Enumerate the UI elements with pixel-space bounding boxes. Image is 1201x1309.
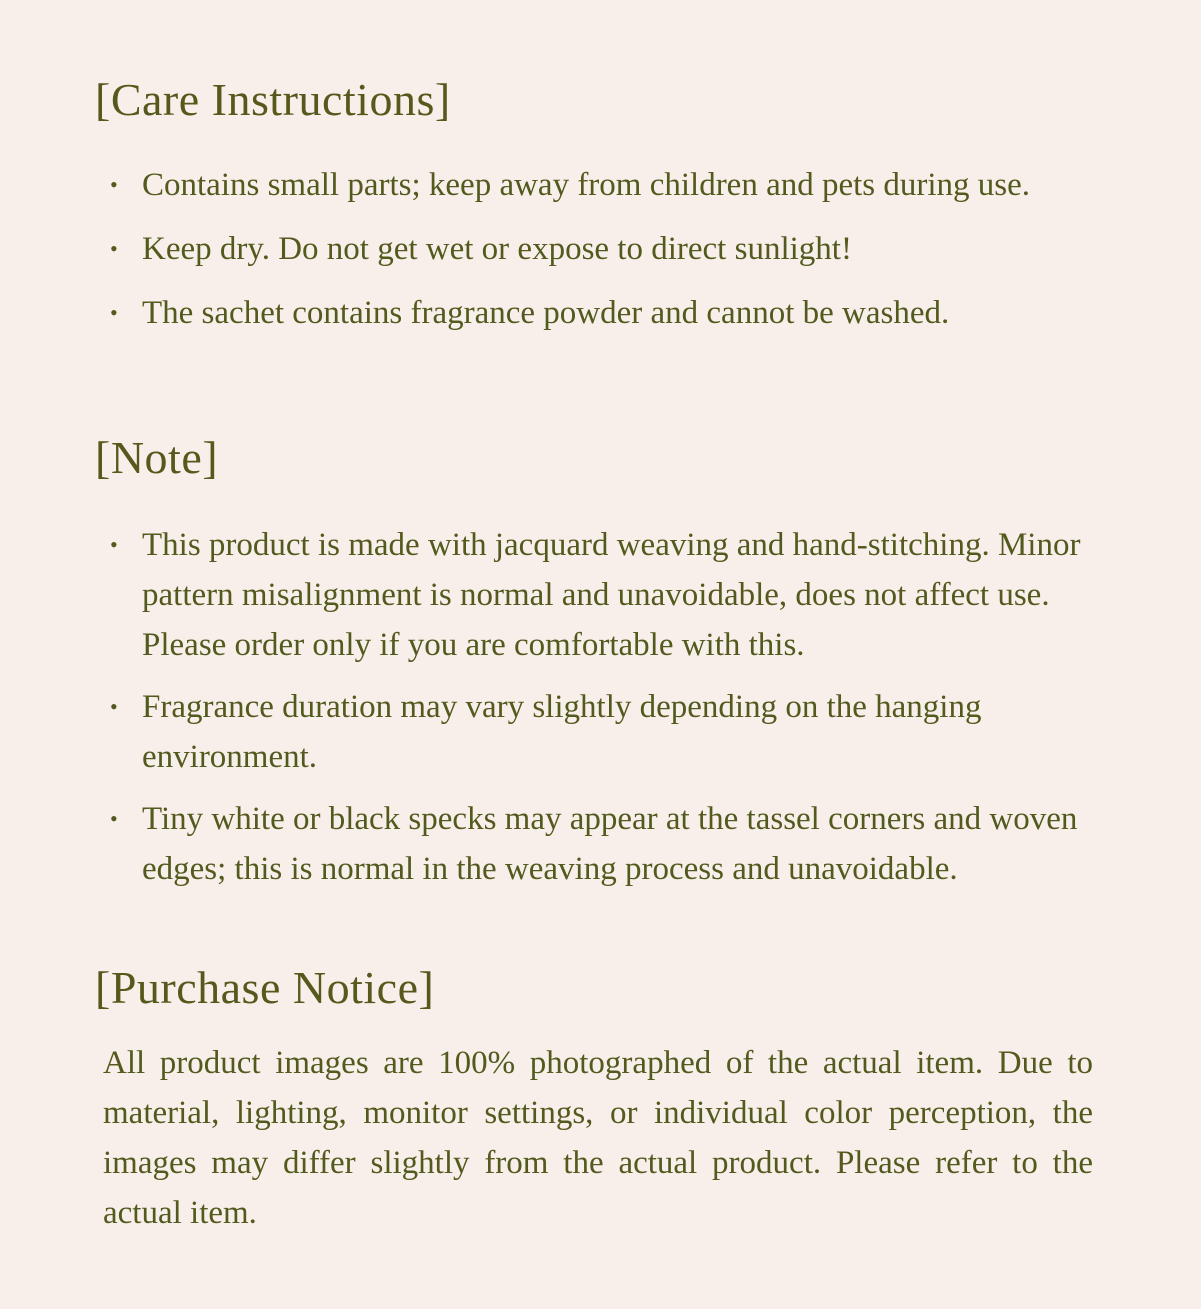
- purchase-notice-text: All product images are 100% photographed of the actual item. Due to material, lighting, monitor settings, or individual color perception, the images may differ slightly from the actual product. Please refer to the actual item.: [103, 1045, 1093, 1231]
- list-item-text: This product is made with jacquard weaving and hand-stitching. Minor pattern misalignment is normal and unavoidable, does not affect use. Please order only if you are comfortable with this.: [142, 527, 1081, 663]
- list-item-text: Keep dry. Do not get wet or expose to direct sunlight!: [142, 231, 852, 267]
- bullet-icon: •: [110, 300, 118, 325]
- bullet-icon: •: [110, 236, 118, 261]
- care-instructions-heading: [Care Instructions]: [95, 74, 451, 125]
- bullet-icon: •: [110, 806, 118, 831]
- bullet-icon: •: [110, 694, 118, 719]
- list-item: [108, 160, 1168, 210]
- note-heading: [Note]: [95, 432, 219, 483]
- list-item: [108, 224, 1168, 274]
- list-item-text: The sachet contains fragrance powder and cannot be washed.: [142, 295, 950, 331]
- bullet-icon: •: [110, 532, 118, 557]
- list-item: [108, 288, 1168, 338]
- list-item-text: Fragrance duration may vary slightly depending on the hanging environment.: [142, 689, 982, 775]
- list-item-text: Contains small parts; keep away from children and pets during use.: [142, 167, 1031, 203]
- note-list: [108, 520, 1108, 894]
- list-item-text: Tiny white or black specks may appear at the tassel corners and woven edges; this is normal in the weaving process and unavoidable.: [142, 801, 1078, 887]
- list-item: [108, 520, 1108, 670]
- purchase-notice-heading: [Purchase Notice]: [95, 962, 435, 1013]
- list-item: [108, 682, 982, 782]
- bullet-icon: •: [110, 172, 118, 197]
- care-instructions-list: [108, 160, 1168, 338]
- list-item: [108, 794, 1108, 894]
